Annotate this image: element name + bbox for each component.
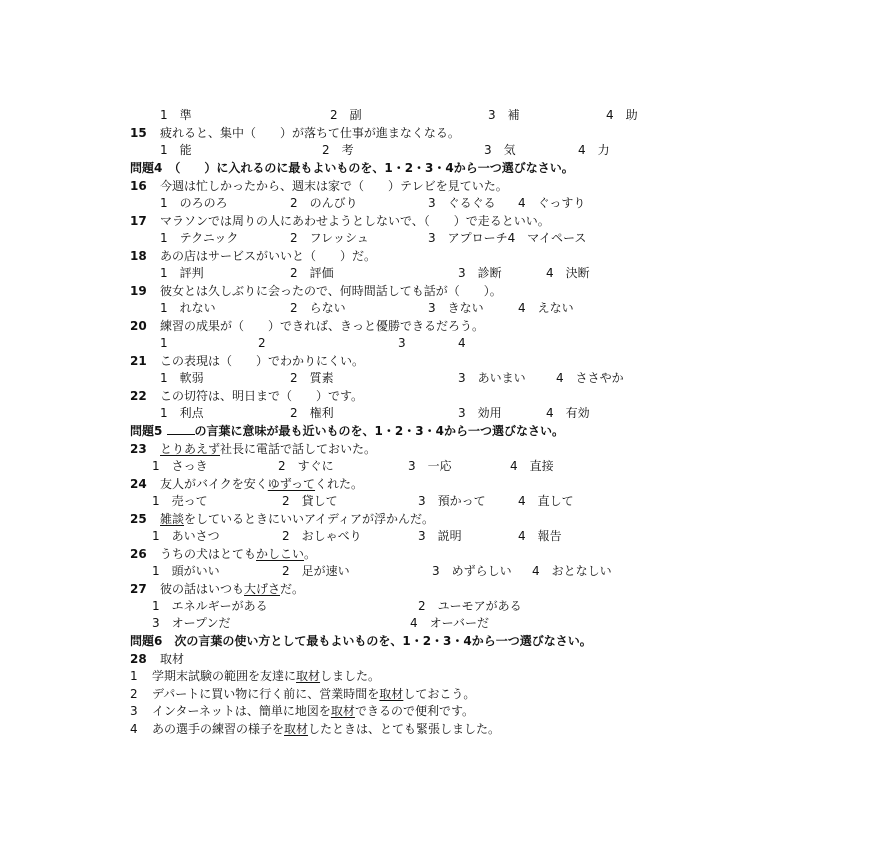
option-4: 4 えない — [518, 301, 574, 315]
options-q27-row2 — [0, 614, 870, 632]
options-q24 — [0, 492, 870, 510]
option-2: 2 考 — [322, 143, 354, 157]
option-1: 1 売って — [152, 494, 208, 508]
question-text: あの店はサービスがいいと（ ）だ。 — [160, 249, 377, 263]
usage-number: 3 — [130, 704, 138, 718]
option-3: 3 気 — [484, 143, 516, 157]
option-1: 1 頭がいい — [152, 564, 220, 578]
option-3: 3 診断 — [458, 266, 502, 280]
question-23 — [0, 440, 870, 458]
question-text: 彼女とは久しぶりに会ったので、何時間話しても話が（ ）。 — [160, 284, 502, 298]
option-3: 3 — [398, 336, 406, 350]
option-2: 2 ユーモアがある — [418, 599, 522, 613]
option-2: 2 — [258, 336, 266, 350]
usage-option-3 — [0, 702, 870, 720]
section-heading-label: 問題5 — [130, 424, 163, 438]
underlined-word: とりあえず — [160, 442, 221, 456]
question-text: 練習の成果が（ ）できれば、きっと優勝できるだろう。 — [160, 319, 485, 333]
options-q22 — [0, 404, 870, 422]
option-2: 2 すぐに — [278, 459, 334, 473]
options-q20 — [0, 334, 870, 352]
question-rest: をしているときにいいアイディアが浮かんだ。 — [184, 512, 434, 526]
section-heading-4 — [0, 159, 870, 177]
option-3: 3 一応 — [408, 459, 452, 473]
usage-rest: しておこう。 — [403, 687, 476, 701]
question-22 — [0, 387, 870, 405]
option-2: 2 質素 — [290, 371, 334, 385]
option-4: 4 — [458, 336, 466, 350]
question-18 — [0, 247, 870, 265]
underline-blank — [167, 423, 195, 435]
options-q17 — [0, 229, 870, 247]
question-rest: くれた。 — [315, 477, 364, 491]
option-4: 4 ささやか — [556, 371, 624, 385]
option-3: 3 オープンだ — [152, 616, 231, 630]
question-rest: だ。 — [280, 582, 305, 596]
option-3: 3 めずらしい — [432, 564, 512, 578]
usage-option-4 — [0, 720, 870, 738]
option-3-4: 3 アプローチ4 マイペース — [428, 231, 587, 245]
option-2: 2 副 — [330, 108, 362, 122]
question-number: 28 — [130, 652, 147, 666]
usage-text — [152, 702, 474, 720]
option-4: 4 直して — [518, 494, 574, 508]
question-text: 疲れると、集中（ ）が落ちて仕事が進まなくなる。 — [160, 126, 460, 140]
underlined-word: 取材 — [284, 722, 309, 736]
question-number: 20 — [130, 319, 147, 333]
option-4: 4 力 — [578, 143, 610, 157]
usage-pre: あの選手の練習の様子を — [152, 722, 285, 736]
option-4: 4 助 — [606, 108, 638, 122]
question-17 — [0, 212, 870, 230]
options-q15 — [0, 141, 870, 159]
underlined-word: 取材 — [296, 669, 321, 683]
section-heading-5 — [0, 422, 870, 440]
usage-rest: しました。 — [320, 669, 381, 683]
option-1: 1 利点 — [160, 406, 204, 420]
usage-number: 2 — [130, 687, 138, 701]
option-3: 3 預かって — [418, 494, 486, 508]
question-text: マラソンでは周りの人にあわせようとしないで、（ ）で走るといい。 — [160, 214, 550, 228]
question-pre: 友人がバイクを安く — [160, 477, 268, 491]
option-1: 1 能 — [160, 143, 192, 157]
options-q26 — [0, 562, 870, 580]
option-4: 4 おとなしい — [532, 564, 612, 578]
options-q23 — [0, 457, 870, 475]
question-text: この切符は、明日まで（ ）です。 — [160, 389, 364, 403]
option-2: 2 権利 — [290, 406, 334, 420]
options-q16 — [0, 194, 870, 212]
question-number: 24 — [130, 477, 147, 491]
question-pre: 彼の話はいつも — [160, 582, 245, 596]
usage-pre: インターネットは、簡単に地図を — [152, 704, 331, 718]
usage-number: 4 — [130, 722, 138, 736]
section-heading-text: 問題6 次の言葉の使い方として最もよいものを、1・2・3・4から一つ選びなさい。 — [130, 634, 592, 648]
question-27 — [0, 580, 870, 598]
question-rest: 。 — [304, 547, 317, 561]
underlined-word: 取材 — [330, 704, 355, 718]
option-1: 1 テクニック — [160, 231, 239, 245]
usage-option-2 — [0, 685, 870, 703]
option-3: 3 きない — [428, 301, 484, 315]
question-19 — [0, 282, 870, 300]
question-28 — [0, 650, 870, 668]
option-4: 4 オーバーだ — [410, 616, 490, 630]
underlined-word: 取材 — [379, 687, 404, 701]
question-number: 21 — [130, 354, 147, 368]
question-24 — [0, 475, 870, 493]
question-text — [160, 510, 434, 528]
section-heading-text: の言葉に意味が最も近いものを、1・2・3・4から一つ選びなさい。 — [194, 424, 564, 438]
question-number: 16 — [130, 179, 147, 193]
option-4: 4 決断 — [546, 266, 590, 280]
option-1: 1 評判 — [160, 266, 204, 280]
underlined-word: かしこい — [256, 547, 305, 561]
question-rest: 社長に電話で話しておいた。 — [220, 442, 377, 456]
question-text — [160, 475, 363, 493]
underlined-word: ゆずって — [267, 477, 316, 491]
usage-rest: できるので便利です。 — [354, 704, 474, 718]
question-16 — [0, 177, 870, 195]
option-4: 4 ぐっすり — [518, 196, 586, 210]
option-3: 3 補 — [488, 108, 520, 122]
usage-text — [152, 685, 475, 703]
question-number: 27 — [130, 582, 147, 596]
underlined-word: 大げさ — [244, 582, 281, 596]
option-3: 3 効用 — [458, 406, 502, 420]
option-1: 1 準 — [160, 108, 192, 122]
option-1: 1 のろのろ — [160, 196, 228, 210]
usage-rest: したときは、とても緊張しました。 — [308, 722, 501, 736]
usage-number: 1 — [130, 669, 138, 683]
question-pre: うちの犬はとても — [160, 547, 257, 561]
question-number: 26 — [130, 547, 147, 561]
options-q27-row1 — [0, 597, 870, 615]
underlined-word: 雑談 — [160, 512, 185, 526]
question-21 — [0, 352, 870, 370]
question-number: 19 — [130, 284, 147, 298]
question-number: 17 — [130, 214, 147, 228]
question-text: 今週は忙しかったから、週末は家で（ ）テレビを見ていた。 — [160, 179, 508, 193]
options-q14 — [0, 106, 870, 124]
option-3: 3 ぐるぐる — [428, 196, 496, 210]
question-text — [160, 545, 316, 563]
option-1: 1 軟弱 — [160, 371, 204, 385]
option-4: 4 有効 — [546, 406, 590, 420]
option-2: 2 貸して — [282, 494, 338, 508]
usage-option-1 — [0, 667, 870, 685]
option-3: 3 あいまい — [458, 371, 526, 385]
option-4: 4 報告 — [518, 529, 562, 543]
usage-text — [152, 720, 500, 738]
options-q25 — [0, 527, 870, 545]
option-2: 2 のんびり — [290, 196, 358, 210]
question-26 — [0, 545, 870, 563]
question-15 — [0, 124, 870, 142]
option-3: 3 説明 — [418, 529, 462, 543]
section-heading-text: 問題4 （ ）に入れるのに最もよいものを、1・2・3・4から一つ選びなさい。 — [130, 161, 574, 175]
options-q18 — [0, 264, 870, 282]
question-text: 取材 — [160, 652, 185, 666]
option-4: 4 直接 — [510, 459, 554, 473]
question-number: 25 — [130, 512, 147, 526]
usage-pre: デパートに買い物に行く前に、営業時間を — [152, 687, 380, 701]
question-text — [160, 580, 304, 598]
usage-pre: 学期末試験の範囲を友達に — [152, 669, 297, 683]
question-number: 23 — [130, 442, 147, 456]
option-1: 1 さっき — [152, 459, 208, 473]
option-1: 1 れない — [160, 301, 216, 315]
question-25 — [0, 510, 870, 528]
options-q21 — [0, 369, 870, 387]
option-1: 1 あいさつ — [152, 529, 220, 543]
option-2: 2 らない — [290, 301, 346, 315]
question-number: 18 — [130, 249, 147, 263]
option-2: 2 フレッシュ — [290, 231, 369, 245]
options-q19 — [0, 299, 870, 317]
question-text: この表現は（ ）でわかりにくい。 — [160, 354, 365, 368]
question-20 — [0, 317, 870, 335]
option-2: 2 おしゃべり — [282, 529, 362, 543]
question-number: 22 — [130, 389, 147, 403]
question-number: 15 — [130, 126, 147, 140]
option-1: 1 — [160, 336, 168, 350]
usage-text — [152, 667, 380, 685]
section-heading-6 — [0, 632, 870, 650]
option-2: 2 評価 — [290, 266, 334, 280]
option-2: 2 足が速い — [282, 564, 350, 578]
option-1: 1 エネルギーがある — [152, 599, 268, 613]
question-text — [160, 440, 376, 458]
